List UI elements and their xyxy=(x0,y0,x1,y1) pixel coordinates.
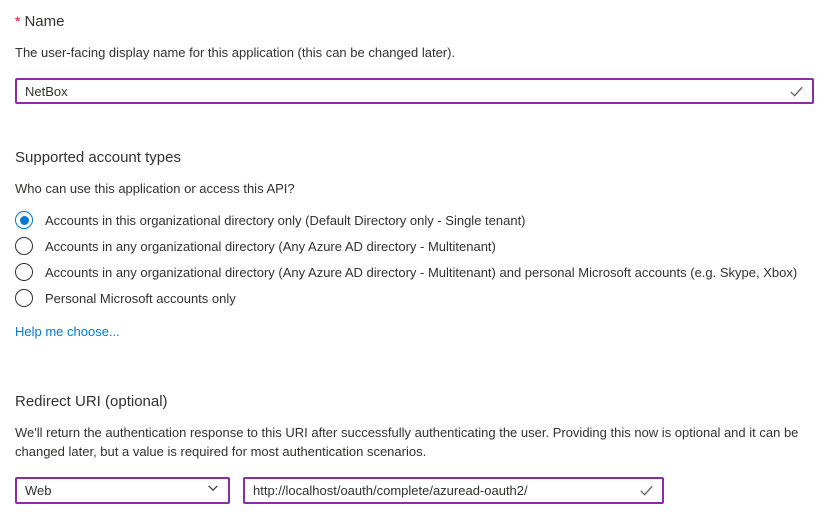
radio-option-label: Accounts in this organizational directory only (Default Directory only - Single tenant) xyxy=(45,212,526,228)
account-types-radio-group xyxy=(15,207,814,311)
radio-unselected-icon xyxy=(15,263,33,281)
radio-unselected-icon xyxy=(15,289,33,307)
radio-unselected-icon xyxy=(15,237,33,255)
radio-option-label: Personal Microsoft accounts only xyxy=(45,290,236,306)
redirect-uri-row xyxy=(15,477,814,504)
radio-option-personal-only[interactable] xyxy=(15,285,814,311)
redirect-uri-input[interactable] xyxy=(245,479,639,502)
chevron-down-icon xyxy=(206,481,220,500)
platform-select-dropdown[interactable] xyxy=(15,477,230,504)
redirect-uri-description: We'll return the authentication response to this URI after successfully authenticating the user. Providing this now is optional and it can be changed later, but a value is required for most authentication scenarios. xyxy=(15,425,799,459)
checkmark-icon xyxy=(789,84,812,99)
help-me-choose-link[interactable]: Help me choose... xyxy=(15,324,120,339)
radio-option-label: Accounts in any organizational directory (Any Azure AD directory - Multitenant) and personal Microsoft accounts (e.g. Skype, Xbox) xyxy=(45,264,798,280)
account-types-title: Supported account types xyxy=(15,149,181,166)
name-title-text: Name xyxy=(24,13,65,30)
radio-option-single-tenant[interactable] xyxy=(15,207,814,233)
redirect-uri-title: Redirect URI (optional) xyxy=(15,393,168,410)
account-types-section xyxy=(15,148,814,341)
name-section xyxy=(15,12,814,104)
checkmark-icon xyxy=(639,483,662,498)
redirect-uri-section xyxy=(15,392,814,504)
radio-selected-icon xyxy=(15,211,33,229)
account-types-question: Who can use this application or access this API? xyxy=(15,181,295,196)
name-input-container xyxy=(15,78,814,104)
redirect-uri-input-container xyxy=(243,477,664,504)
radio-option-multitenant[interactable] xyxy=(15,233,814,259)
radio-option-label: Accounts in any organizational directory (Any Azure AD directory - Multitenant) xyxy=(45,238,496,254)
name-input[interactable] xyxy=(17,80,789,102)
platform-selected-value: Web xyxy=(25,483,52,498)
radio-option-multitenant-personal[interactable] xyxy=(15,259,814,285)
name-description: The user-facing display name for this application (this can be changed later). xyxy=(15,45,456,60)
name-section-title xyxy=(15,12,814,31)
required-asterisk: * xyxy=(15,13,21,29)
